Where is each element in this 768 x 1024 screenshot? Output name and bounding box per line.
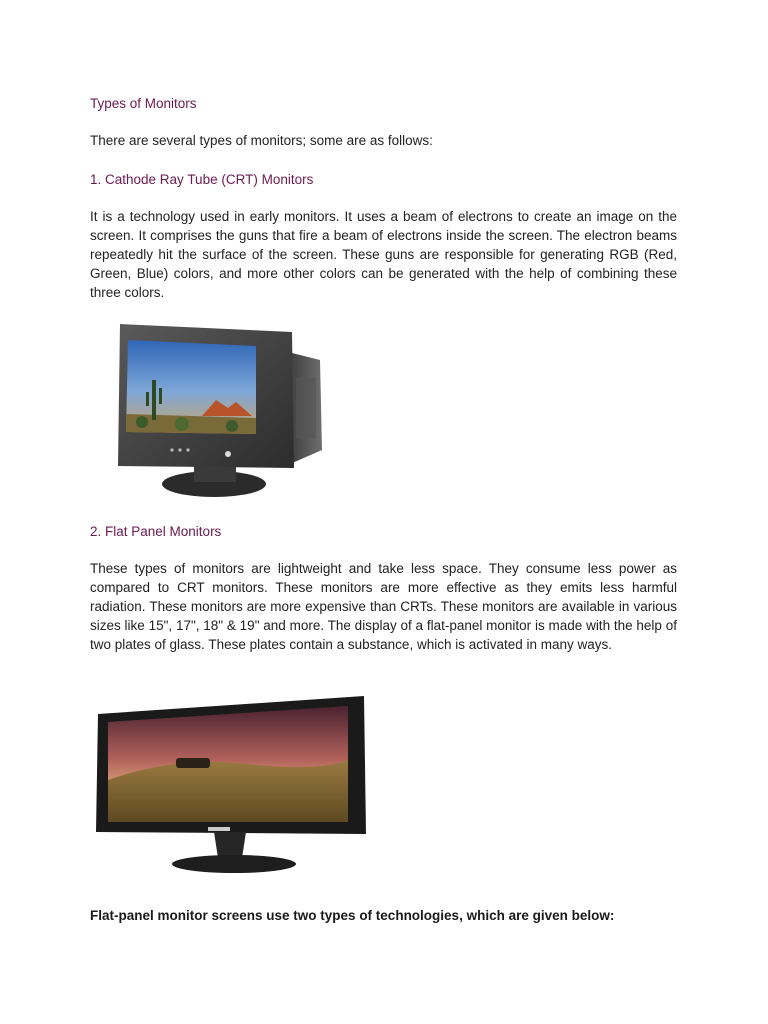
crt-monitor-icon [112, 318, 328, 502]
page-title: Types of Monitors [90, 96, 197, 111]
section-body-flat-panel: These types of monitors are lightweight and take less space. They consume less power as compared to CRT monitors. These monitors are more effective as they emits less harmful radiation. These monitors are more expensive than CRTs. These monitors are available in various sizes like 15", 17", 18" & 19" and more. The display of a flat-panel monitor is made with the help of two plates of glass. These plates contain a substance, which is activated in many ways. [90, 561, 677, 652]
section-body-crt: It is a technology used in early monitors. It uses a beam of electrons to create an image on the screen. It comprises the guns that fire a beam of electrons inside the screen. The electron beams repeatedly hit the surface of the screen. These guns are responsible for generating RGB (Red, Green, Blue) colors, and more other colors can be generated with the help of combining these three colors. [90, 209, 677, 300]
closing-statement: Flat-panel monitor screens use two types of technologies, which are given below: [90, 908, 615, 923]
section-heading-crt: 1. Cathode Ray Tube (CRT) Monitors [90, 172, 314, 187]
flat-panel-monitor-icon [96, 694, 368, 878]
intro-paragraph: There are several types of monitors; some are as follows: [90, 133, 433, 148]
section-heading-flat-panel: 2. Flat Panel Monitors [90, 524, 222, 539]
